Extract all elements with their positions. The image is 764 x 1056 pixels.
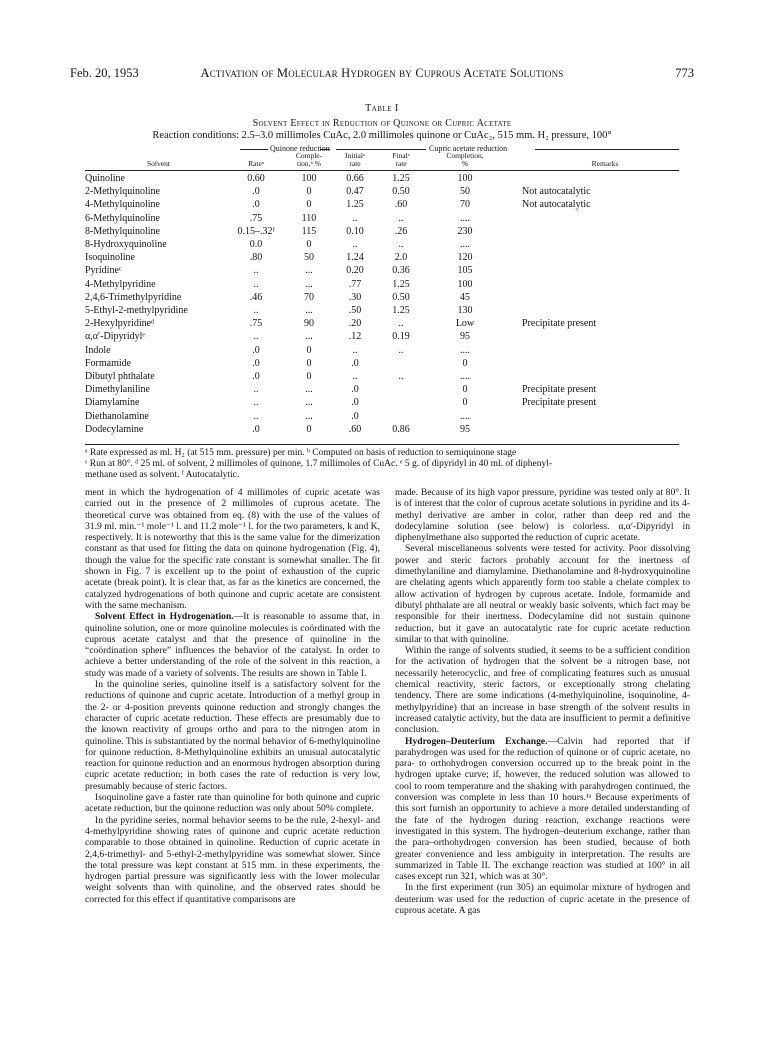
cell-cupric-completion: 105 — [457, 265, 473, 277]
running-title: Activation of Molecular Hydrogen by Cuprous Acetate Solutions — [200, 66, 564, 80]
cell-final-rate: 1.25 — [392, 173, 410, 184]
cell-completion: 115 — [301, 225, 317, 237]
cell-final-rate: .. — [398, 239, 404, 250]
col-final-1: Finalᵃ — [392, 151, 410, 160]
cell-rate: .0 — [252, 344, 260, 356]
right-column — [395, 487, 690, 916]
paragraph-body: —It is reasonable to assume that, in quinoline solution, one or more quinoline molecules is coördinated with the cuprous acetate catalyst and that the presence of quinoline in the “coördination sphere” influences the behavior of the catalyst. In order to achieve a better understanding of the role of the solvent in this reaction, a study was made of a variety of solvents. The results are shown in Table I. — [85, 611, 380, 679]
col-initial-1: Initialᵃ — [345, 151, 365, 160]
table-row — [85, 331, 679, 343]
cell-final-rate: .. — [398, 344, 404, 356]
cell-cupric-completion: .... — [460, 371, 470, 382]
cell-solvent: Formamide — [85, 357, 132, 369]
cell-remarks: Precipitate present — [522, 318, 597, 330]
paragraph: Within the range of solvents studied, it seems to be a sufficient condition for the activation of hydrogen that the solvent be a nitrogen base, not necessarily heterocyclic, and free of complicating features such as unusual chemical reactivity, steric factors, or exceptionally strong chelating tendency. There are some indications (4-methylquinoline, isoquinoline, 4-methylpyridine) that an increase in base strength of the solvent results in increased catalytic activity, but the data are insufficient to permit a definitive conclusion. — [395, 645, 690, 736]
cell-final-rate: 1.25 — [392, 305, 410, 316]
paragraph: In the first experiment (run 305) an equimolar mixture of hydrogen and deuterium was used for the reduction of cupric acetate in the presence of cuprous acetate. A gas — [395, 882, 690, 916]
table-label: Table I — [365, 103, 399, 114]
table-rule — [85, 444, 679, 445]
cell-completion: ... — [305, 278, 313, 290]
footnote-line: ᵃ Rate expressed as ml. H₂ (at 515 mm. pressure) per min. ᵇ Computed on basis of reduction to semiquinone stage — [85, 448, 517, 458]
section-heading: Solvent Effect in Hydrogenation. — [95, 611, 234, 623]
col-final-2: rate — [395, 159, 407, 168]
table-row — [85, 226, 679, 238]
group-rule — [336, 149, 426, 150]
cell-rate: .0 — [252, 371, 260, 382]
cell-rate: .80 — [249, 252, 263, 264]
cell-rate: 0.15–.32ᶠ — [237, 225, 275, 237]
cell-solvent: 4-Methylquinoline — [85, 199, 160, 211]
page-header — [70, 66, 694, 82]
table-row — [85, 213, 679, 225]
cell-initial-rate: .60 — [348, 423, 362, 435]
cell-cupric-completion: 95 — [460, 423, 470, 435]
table-row — [85, 411, 679, 423]
cell-initial-rate: .. — [352, 239, 358, 250]
cell-cupric-completion: 95 — [460, 331, 470, 343]
cell-cupric-completion: 0 — [462, 397, 468, 409]
cell-rate: 0.60 — [247, 173, 265, 184]
cell-completion: 0 — [306, 357, 312, 369]
cell-initial-rate: .12 — [348, 331, 362, 343]
cell-completion: ... — [305, 305, 313, 316]
cell-final-rate: .60 — [394, 199, 408, 211]
cell-completion: 70 — [304, 291, 314, 303]
cell-completion: 0 — [306, 423, 312, 435]
cell-rate: .. — [253, 305, 259, 316]
cell-cupric-completion: 0 — [462, 357, 468, 369]
col-rate: Rateᵃ — [248, 159, 264, 168]
cell-initial-rate: 1.25 — [346, 199, 364, 211]
cell-initial-rate: .0 — [351, 384, 359, 396]
cell-rate: .0 — [252, 186, 260, 198]
cell-completion: 90 — [304, 318, 314, 330]
col-cupric-completion-2: % — [461, 159, 469, 168]
paragraph: Several miscellaneous solvents were tested for activity. Poor dissolving power and steric factors probably account for the inertness of dimethylaniline and diamylamine. Diethanolamine and 8-hydroxyquinoline are chelating agents which apparently form too stable a chelate complex to allow activation of hydrogen by cuprous acetate. Indole, formamide and dibutyl phthalate are all neutral or weakly basic solvents, which fact may be responsible for their inertness. Dodecylamine did not sustain quinone reduction, but it gave an autocatalytic rate for cupric acetate reduction similar to that with quinoline. — [395, 543, 690, 645]
cell-completion: ... — [305, 384, 313, 396]
cell-final-rate: .. — [398, 371, 404, 382]
cell-completion: 0 — [306, 186, 312, 198]
cell-cupric-completion: 50 — [460, 186, 470, 198]
cell-solvent: Dibutyl phthalate — [85, 371, 155, 382]
cell-completion: ... — [305, 410, 313, 422]
cell-final-rate: .. — [398, 318, 404, 330]
cell-solvent: Diethanolamine — [85, 410, 149, 422]
cell-initial-rate: 0.47 — [346, 186, 364, 198]
cell-cupric-completion: .... — [460, 239, 470, 250]
footnote-line: methane used as solvent. ᶠ Autocatalytic. — [85, 470, 240, 480]
cell-rate: .0 — [252, 423, 260, 435]
table-row — [85, 265, 679, 277]
cell-completion: ... — [305, 397, 313, 409]
cell-initial-rate: .50 — [348, 305, 362, 316]
cell-final-rate: .26 — [394, 225, 408, 237]
cell-completion: ... — [305, 265, 313, 277]
table-row — [85, 279, 679, 291]
cell-final-rate: 1.25 — [392, 278, 410, 290]
cell-completion: 0 — [306, 239, 312, 250]
table-caption: Solvent Effect in Reduction of Quinone or Cupric Acetate — [252, 118, 512, 129]
cell-completion: ... — [305, 331, 313, 343]
cell-completion: 0 — [306, 371, 312, 382]
cell-cupric-completion: 230 — [457, 225, 473, 237]
cell-cupric-completion: 120 — [457, 252, 473, 264]
group-rule — [240, 149, 268, 150]
paragraph: In the pyridine series, normal behavior seems to be the rule, 2-hexyl- and 4-methylpyridine showing rates of quinone and cupric acetate reduction comparable to those obtained in quinoline. Reduction of cupric acetate in 2,4,6-trimethyl- and 5-ethyl-2-methylpyridine was somewhat slower. Since the total pressure was kept constant at 515 mm. in these experiments, the hydrogen partial pressure was significantly less with the lower molecular weight solvents than with quinoline, and the observed rates should be corrected for this effect if quantitative comparisons are — [85, 814, 380, 905]
cell-rate: .0 — [252, 199, 260, 211]
group-cupric-label: Cupric acetate reduction — [429, 144, 508, 153]
cell-cupric-completion: .... — [460, 344, 470, 356]
table-footnotes — [85, 448, 679, 481]
cell-rate: .46 — [249, 291, 263, 303]
cell-initial-rate: 0.10 — [346, 225, 364, 237]
cell-rate: .. — [253, 397, 259, 409]
cell-solvent: Dodecylamine — [85, 423, 144, 435]
cell-solvent: 2,4,6-Trimethylpyridine — [85, 291, 182, 303]
cell-completion: 100 — [301, 173, 317, 184]
cell-rate: .. — [253, 384, 259, 396]
table-row — [85, 252, 679, 264]
cell-initial-rate: .0 — [351, 397, 359, 409]
paragraph: Isoquinoline gave a faster rate than quinoline for both quinone and cupric acetate reduction, but the quinone reduction was only about 50% complete. — [85, 792, 380, 815]
table-rule — [85, 170, 679, 171]
cell-completion: 110 — [301, 212, 317, 224]
paragraph-body: —Calvin had reported that if parahydrogen was used for the reduction of quinone or of cupric acetate, no para- to orthohydrogen conversion occurred up to the break point in the hydrogen uptake curve; if, however, the reduced solution was allowed to cool to room temperature and the shaking with parahydrogen continued, the conversion was complete in less than 10 hours.¹ᵃ Because experiments of this sort furnish an opportunity to achieve a more detailed understanding of the fate of the hydrogen during reaction, exchange reactions were investigated in this system. The hydrogen–deuterium exchange, rather than the para–orthohydrogen conversion has been studied, because of both greater convenience and less ambiguity in interpretation. The results are summarized in Table II. The exchange reaction was studied at 100° in all cases except run 321, which was at 30°. — [395, 735, 690, 883]
col-completion-2: tion,ᵇ % — [297, 159, 321, 168]
cell-solvent: 2-Methylquinoline — [85, 186, 160, 198]
cell-solvent: Indole — [85, 344, 111, 356]
paragraph — [85, 611, 380, 679]
cell-cupric-completion: Low — [455, 318, 475, 330]
cell-final-rate: 0.19 — [392, 331, 410, 343]
table-conditions: Reaction conditions: 2.5–3.0 millimoles CuAc, 2.0 millimoles quinone or CuAc₂, 515 mm. H₂ pressure, 100° — [152, 130, 612, 141]
cell-rate: .. — [253, 265, 259, 277]
cell-cupric-completion: 45 — [460, 291, 470, 303]
paragraph: In the quinoline series, quinoline itself is a satisfactory solvent for the reductions of quinone and cupric acetate. Introduction of a methyl group in the 2- or 4-position prevents quinone reduction and strongly changes the character of cupric acetate reduction. These effects are presumably due to the known reactivity of groups ortho and para to the nitrogen atom in quinoline. This is substantiated by the normal behavior of 6-methylquinoline for quinone reduction. 8-Methylquinoline exhibits an unusual autocatalytic reaction for quinone reduction and an enormous hydrogen absorption during cupric acetate reduction; in both cases the rate of reduction is very low, presumably because of steric factors. — [85, 679, 380, 792]
cell-solvent: Pyridineᶜ — [85, 265, 122, 277]
cell-initial-rate: .30 — [348, 291, 362, 303]
cell-final-rate: 0.50 — [392, 291, 410, 303]
cell-solvent: 8-Hydroxyquinoline — [85, 239, 167, 250]
cell-initial-rate: 0.20 — [346, 265, 364, 277]
cell-solvent: Isoquinoline — [85, 252, 135, 264]
paragraph — [395, 736, 690, 883]
header-date: Feb. 20, 1953 — [70, 66, 139, 80]
table-row — [85, 186, 679, 198]
cell-solvent: Diamylamine — [85, 397, 140, 409]
cell-rate: .75 — [249, 318, 263, 330]
table-row — [85, 371, 679, 383]
cell-cupric-completion: 100 — [457, 278, 473, 290]
cell-completion: 50 — [304, 252, 314, 264]
cell-initial-rate: .. — [352, 371, 358, 382]
cell-solvent: 4-Methylpyridine — [85, 278, 156, 290]
cell-final-rate: 0.36 — [392, 265, 410, 277]
col-initial-2: rate — [349, 159, 361, 168]
cell-rate: 0.0 — [249, 239, 263, 250]
table-row — [85, 292, 679, 304]
group-rule — [535, 149, 679, 150]
paragraph: ment in which the hydrogenation of 4 millimoles of cupric acetate was carried out in the presence of 2 millimoles of cuprous acetate. The theoretical curve was obtained from eq. (8) with the use of the values of 31.9 ml. min.⁻¹ mole⁻¹ l. and 11.2 mole⁻¹ l. for the two parameters, k and K, respectively. It is noteworthy that this is the same value for the dimerization constant as that used for fitting the data on quinone hydrogenation (Fig. 4), though the value for the specific rate constant is somewhat smaller. The fit shown in Fig. 7 is excellent up to the point of exhaustion of the cupric acetate (break point). It is clear that, as far as the kinetics are concerned, the catalyzed hydrogenations of both quinone and cupric acetate are consistent with the same mechanism. — [85, 487, 380, 611]
table-row — [85, 424, 679, 436]
cell-solvent: 2-Hexylpyridineᵈ — [85, 318, 155, 330]
cell-final-rate: .. — [398, 212, 404, 224]
cell-final-rate: 0.50 — [392, 186, 410, 198]
cell-remarks: Precipitate present — [522, 397, 597, 409]
cell-solvent: α,α′-Dipyridylᵉ — [85, 331, 145, 343]
col-completion-1: Comple- — [295, 151, 323, 160]
cell-rate: .75 — [249, 212, 263, 224]
cell-initial-rate: 1.24 — [346, 252, 364, 264]
paragraph: made. Because of its high vapor pressure, pyridine was tested only at 80°. It is of interest that the color of cuprous acetate solutions in pyridine and its 4-methyl derivative are amber in color, rather than deep red and the dodecylamine solution (see below) is colorless. α,α′-Dipyridyl in diphenylmethane also supported the reduction of cupric acetate. — [395, 487, 690, 544]
cell-rate: .. — [253, 278, 259, 290]
table-row — [85, 239, 679, 251]
cell-initial-rate: .0 — [351, 357, 359, 369]
cell-remarks: Not autocatalytic — [522, 186, 591, 198]
cell-initial-rate: .20 — [348, 318, 362, 330]
table-row — [85, 173, 679, 185]
cell-cupric-completion: 100 — [457, 173, 473, 184]
cell-completion: 0 — [306, 344, 312, 356]
cell-cupric-completion: .... — [460, 212, 470, 224]
footnote-line: ᶜ Run at 80°. ᵈ 25 ml. of solvent, 2 millimoles of quinone, 1.7 millimoles of CuAc. ᵉ 5 g. of dipyridyl in 40 ml. of diphenyl- — [85, 459, 553, 469]
cell-remarks: Precipitate present — [522, 384, 597, 396]
cell-rate: .. — [253, 331, 259, 343]
table-row — [85, 305, 679, 317]
section-heading: Hydrogen–Deuterium Exchange. — [405, 735, 548, 747]
cell-solvent: 6-Methylquinoline — [85, 212, 160, 224]
col-cupric-completion-1: Completion, — [446, 151, 484, 160]
cell-cupric-completion: 0 — [462, 384, 468, 396]
cell-solvent: Dimethylaniline — [85, 384, 150, 396]
cell-initial-rate: 0.66 — [346, 173, 364, 184]
table-row — [85, 318, 679, 330]
group-quinone-label: Quinone reduction — [270, 144, 330, 153]
cell-initial-rate: .. — [352, 212, 358, 224]
cell-rate: .0 — [252, 357, 260, 369]
cell-final-rate: 0.86 — [392, 423, 410, 435]
cell-solvent: 5-Ethyl-2-methylpyridine — [85, 305, 188, 316]
table-row — [85, 358, 679, 370]
cell-remarks: Not autocatalytic — [522, 199, 591, 211]
cell-initial-rate: .0 — [351, 410, 359, 422]
cell-solvent: Quinoline — [85, 173, 125, 184]
page-number: 773 — [675, 66, 694, 80]
cell-solvent: 8-Methylquinoline — [85, 225, 160, 237]
cell-completion: 0 — [306, 199, 312, 211]
cell-initial-rate: .77 — [348, 278, 362, 290]
cell-cupric-completion: .... — [460, 410, 470, 422]
cell-cupric-completion: 130 — [457, 305, 473, 316]
col-solvent: Solvent — [147, 159, 170, 168]
table-row — [85, 199, 679, 211]
cell-cupric-completion: 70 — [460, 199, 470, 211]
group-rule — [320, 149, 330, 150]
col-remarks: Remarks — [591, 159, 619, 168]
left-column — [85, 487, 380, 905]
table-row — [85, 384, 679, 396]
table-row — [85, 345, 679, 357]
cell-final-rate: 2.0 — [394, 252, 408, 264]
cell-initial-rate: .. — [352, 344, 358, 356]
cell-rate: .. — [253, 410, 259, 422]
table-row — [85, 397, 679, 409]
